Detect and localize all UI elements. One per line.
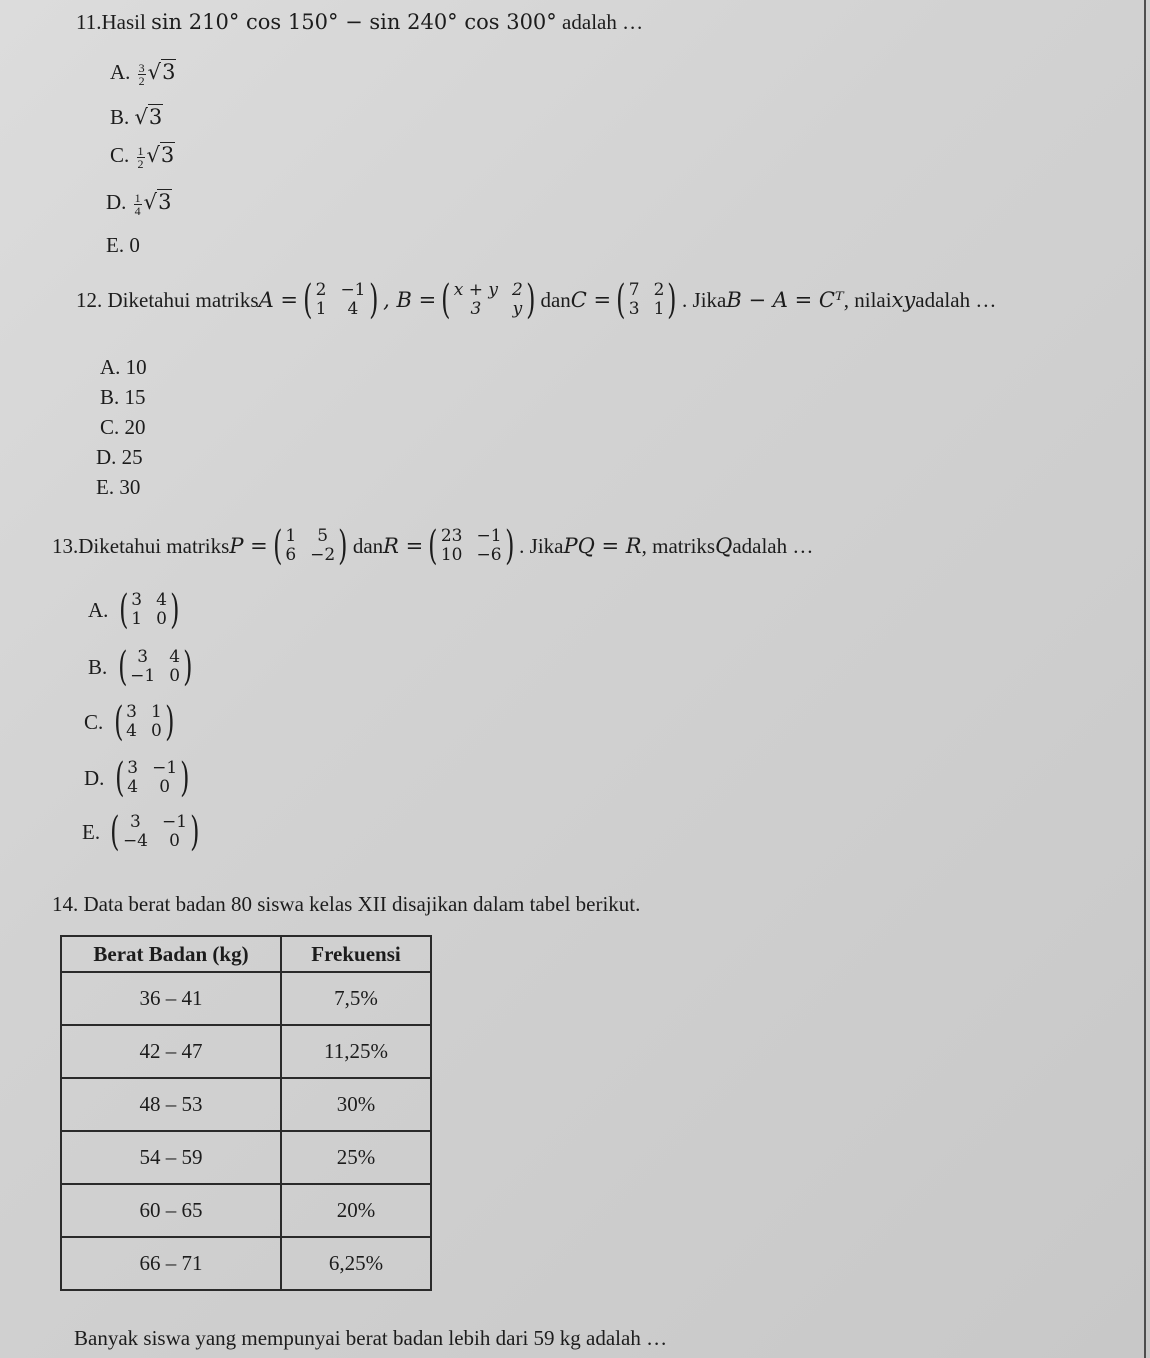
option-letter: A. xyxy=(110,60,131,84)
question-number: 12. xyxy=(76,287,103,312)
option-matrix: ( 3 4 1 0 ) xyxy=(118,587,180,633)
table-row xyxy=(61,1078,431,1131)
connector-text: . Jika xyxy=(519,533,564,558)
option-letter: B. xyxy=(110,105,130,129)
q11-option-d[interactable] xyxy=(106,190,172,217)
matrix-b: ( x + y 2 3 y ) xyxy=(441,277,536,323)
table-cell: 36 – 41 xyxy=(61,972,281,1025)
table-row xyxy=(61,1184,431,1237)
question-11-stem xyxy=(76,10,643,35)
option-matrix: ( 3 1 4 0 ) xyxy=(113,699,175,745)
table-cell: 6,25% xyxy=(281,1237,431,1290)
column-header: Berat Badan (kg) xyxy=(61,936,281,972)
q12-option-c[interactable] xyxy=(100,415,146,440)
question-text: Diketahui matriks xyxy=(78,533,230,558)
table-row xyxy=(61,972,431,1025)
option-letter: C. xyxy=(100,415,120,439)
q13-option-c[interactable] xyxy=(84,699,179,745)
matrix-label: C = xyxy=(570,288,612,312)
connector-text: , nilai xyxy=(843,287,892,312)
option-letter: C. xyxy=(84,709,104,734)
table-header-row xyxy=(61,936,431,972)
table-cell: 20% xyxy=(281,1184,431,1237)
option-letter: D. xyxy=(96,445,117,469)
q13-option-d[interactable] xyxy=(84,755,195,801)
option-matrix: ( 3 4 −1 0 ) xyxy=(117,644,193,690)
q11-option-e[interactable] xyxy=(106,233,140,258)
question-text-end: adalah … xyxy=(732,533,814,558)
table-cell: 30% xyxy=(281,1078,431,1131)
question-text-end: adalah … xyxy=(556,10,644,34)
option-letter: B. xyxy=(88,654,108,679)
matrix-r: ( 23 −1 10 −6 ) xyxy=(428,523,515,569)
fraction: $\frac{1}{2}$ xyxy=(137,143,144,171)
question-14-prompt: Banyak siswa yang mempunyai berat badan lebih dari 59 kg adalah … xyxy=(74,1326,668,1350)
table-cell: 25% xyxy=(281,1131,431,1184)
option-value: 10 xyxy=(125,355,147,379)
q12-option-a[interactable] xyxy=(100,355,147,380)
condition: B − A = Cᵀ xyxy=(726,288,844,312)
table-cell: 66 – 71 xyxy=(61,1237,281,1290)
matrix-p: ( 1 5 6 −2 ) xyxy=(272,523,348,569)
connector-text: dan xyxy=(540,287,571,312)
condition: PQ = R xyxy=(563,534,642,558)
option-matrix: ( 3 −1 4 0 ) xyxy=(114,755,190,801)
weight-frequency-table xyxy=(60,935,432,1291)
question-text-end: adalah … xyxy=(915,287,997,312)
q11-option-a[interactable] xyxy=(110,60,176,87)
option-letter: A. xyxy=(88,597,109,622)
table-cell: 60 – 65 xyxy=(61,1184,281,1237)
question-text: Diketahui matriks xyxy=(107,287,259,312)
table-row xyxy=(61,1237,431,1290)
table-cell: 7,5% xyxy=(281,972,431,1025)
matrix-label: R = xyxy=(383,534,424,558)
option-matrix: ( 3 −1 −4 0 ) xyxy=(110,809,200,855)
q12-option-e[interactable] xyxy=(96,475,140,500)
option-letter: E. xyxy=(96,475,115,499)
page-edge-divider xyxy=(1144,0,1146,1358)
option-value: 0 xyxy=(129,233,140,257)
connector-text: dan xyxy=(352,533,384,558)
q11-option-b[interactable] xyxy=(110,105,163,130)
matrix-label: , B = xyxy=(383,288,437,312)
question-text: Hasil xyxy=(101,10,152,34)
option-letter: D. xyxy=(106,190,127,214)
option-value: 15 xyxy=(124,385,146,409)
matrix-a: ( 2 −1 1 4 ) xyxy=(303,277,378,323)
table-cell: 11,25% xyxy=(281,1025,431,1078)
sqrt-expression: √3 xyxy=(147,60,176,84)
fraction: $\frac{3}{2}$ xyxy=(138,60,145,88)
matrix-label: A = xyxy=(258,288,298,312)
table-row xyxy=(61,1025,431,1078)
q13-option-b[interactable] xyxy=(88,644,198,690)
question-text: Data berat badan 80 siswa kelas XII disajikan dalam tabel berikut. xyxy=(83,892,641,916)
sqrt-expression: √3 xyxy=(146,143,175,167)
table-cell: 54 – 59 xyxy=(61,1131,281,1184)
question-number: 13. xyxy=(52,533,79,558)
q13-option-a[interactable] xyxy=(88,587,185,633)
q11-option-c[interactable] xyxy=(110,143,175,170)
table-cell: 48 – 53 xyxy=(61,1078,281,1131)
matrix-label: P = xyxy=(229,534,268,558)
table-cell: 42 – 47 xyxy=(61,1025,281,1078)
matrix-c: ( 7 2 3 1 ) xyxy=(616,277,677,323)
option-value: 25 xyxy=(121,445,143,469)
option-value: 20 xyxy=(124,415,146,439)
option-letter: C. xyxy=(110,143,130,167)
q12-option-d[interactable] xyxy=(96,445,143,470)
connector-text: . Jika xyxy=(682,287,727,312)
connector-text: , matriks xyxy=(641,533,716,558)
question-12-stem xyxy=(76,277,997,323)
table-row xyxy=(61,1131,431,1184)
sqrt-expression: √3 xyxy=(143,190,172,214)
fraction: $\frac{1}{4}$ xyxy=(134,190,141,218)
option-letter: E. xyxy=(106,233,125,257)
option-letter: D. xyxy=(84,765,105,790)
option-letter: A. xyxy=(100,355,121,379)
sqrt-expression: √3 xyxy=(134,105,163,129)
q12-option-b[interactable] xyxy=(100,385,146,410)
question-number: 11. xyxy=(76,10,102,34)
variable: xy xyxy=(891,288,916,312)
option-letter: B. xyxy=(100,385,120,409)
question-13-stem xyxy=(52,523,814,569)
trig-expression: sin 210° cos 150° − sin 240° cos 300° xyxy=(151,10,557,34)
question-14-stem xyxy=(52,892,640,917)
option-value: 30 xyxy=(119,475,141,499)
variable: Q xyxy=(715,534,733,558)
q13-option-e[interactable] xyxy=(82,809,205,855)
option-letter: E. xyxy=(82,819,101,844)
column-header: Frekuensi xyxy=(281,936,431,972)
question-number: 14. xyxy=(52,892,79,916)
